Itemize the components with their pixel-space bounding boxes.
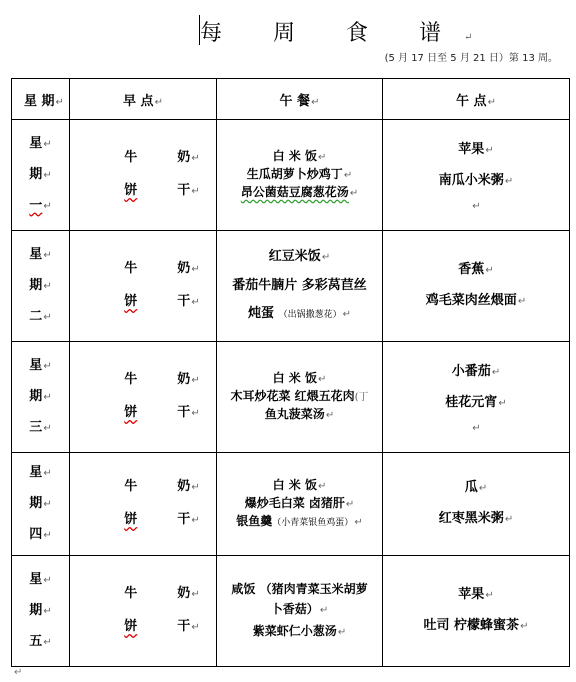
breakfast-cell: 牛 奶↵ 饼 干↵	[70, 556, 217, 667]
table-row	[12, 556, 570, 667]
column-header-day: 星 期↵	[12, 79, 70, 120]
breakfast-cell: 牛 奶↵ 饼 干↵	[70, 120, 217, 231]
day-cell: 星↵ 期↵ 三↵	[12, 342, 70, 453]
column-header-snack: 午 点↵	[383, 79, 570, 120]
breakfast-cell: 牛 奶↵ 饼 干↵	[70, 342, 217, 453]
page-title: 每 周 食 谱↵	[200, 21, 473, 46]
snack-cell: 苹果↵ 吐司 柠檬蜂蜜茶↵	[383, 556, 570, 667]
table-row	[12, 453, 570, 556]
lunch-cell: 白 米 饭↵ 生瓜胡萝卜炒鸡丁↵ 昂公菌菇豆腐葱花汤↵	[217, 120, 383, 231]
breakfast-cell: 牛 奶↵ 饼 干↵	[70, 231, 217, 342]
end-paragraph-mark: ↵	[14, 667, 23, 678]
lunch-cell: 红豆米饭↵ 番茄牛腩片 多彩莴苣丝 炖蛋 （出锅撒葱花）↵	[217, 231, 383, 342]
column-header-breakfast: 早 点↵	[70, 79, 217, 120]
lunch-cell: 白 米 饭↵ 爆炒毛白菜 卤猪肝↵ 银鱼羹（小青菜银鱼鸡蛋）↵	[217, 453, 383, 556]
day-cell: 星↵ 期↵ 四↵	[12, 453, 70, 556]
page-subtitle: (5 月 17 日至 5 月 21 日）第 13 周。	[384, 53, 558, 64]
snack-cell: 香蕉↵ 鸡毛菜肉丝煨面↵	[383, 231, 570, 342]
breakfast-cell: 牛 奶↵ 饼 干↵	[70, 453, 217, 556]
column-header-lunch: 午 餐↵	[217, 79, 383, 120]
lunch-cell: 咸饭 （猪肉青菜玉米胡萝 卜香菇）↵ 紫菜虾仁小葱汤↵	[217, 556, 383, 667]
day-cell: 星↵ 期↵ 二↵	[12, 231, 70, 342]
snack-cell: 苹果↵ 南瓜小米粥↵ ↵	[383, 120, 570, 231]
table-row	[12, 231, 570, 342]
table-row	[12, 342, 570, 453]
weekly-menu-table	[11, 78, 570, 667]
table-row	[12, 120, 570, 231]
snack-cell: 小番茄↵ 桂花元宵↵ ↵	[383, 342, 570, 453]
day-cell: 星↵ 期↵ 一↵	[12, 120, 70, 231]
lunch-cell: 白 米 饭↵ 木耳炒花菜 红煨五花肉(丁 鱼丸菠菜汤↵	[217, 342, 383, 453]
day-cell: 星↵ 期↵ 五↵	[12, 556, 70, 667]
snack-cell: 瓜↵ 红枣黑米粥↵	[383, 453, 570, 556]
header-row	[12, 79, 570, 120]
